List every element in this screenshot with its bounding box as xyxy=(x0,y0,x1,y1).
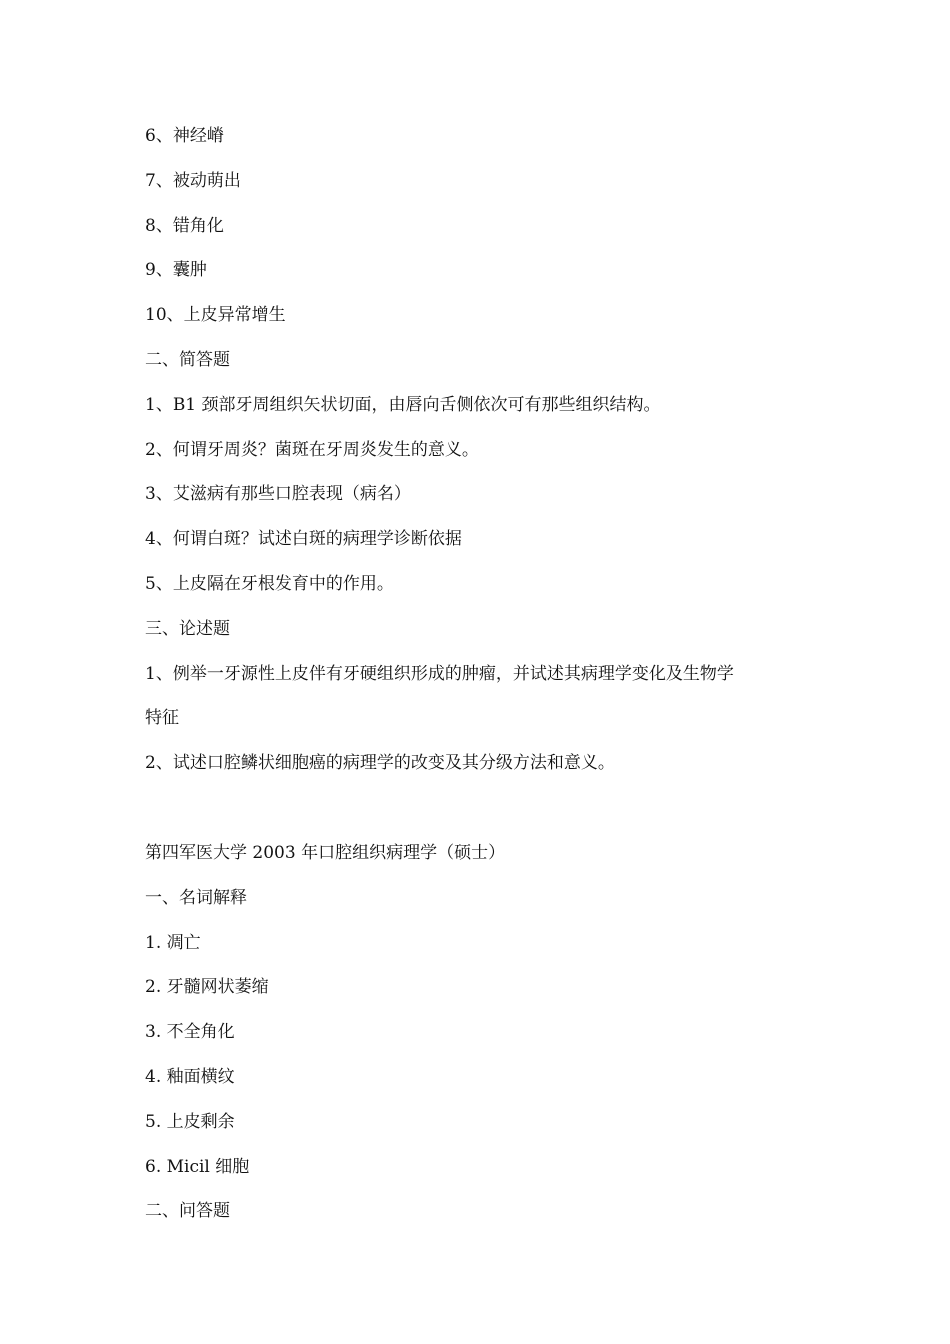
short-answer-3: 3、艾滋病有那些口腔表现（病名） xyxy=(145,484,411,504)
terms-heading: 一、名词解释 xyxy=(145,888,247,908)
short-answer-2: 2、何谓牙周炎？菌斑在牙周炎发生的意义。 xyxy=(145,440,479,460)
term-6: 6、神经嵴 xyxy=(145,126,224,146)
short-answer-5: 5、上皮隔在牙根发育中的作用。 xyxy=(145,574,394,594)
exam-title: 第四军医大学 2003 年口腔组织病理学（硕士） xyxy=(145,843,506,863)
term-b-2: 2. 牙髓网状萎缩 xyxy=(145,977,269,997)
term-9: 9、囊肿 xyxy=(145,260,207,280)
term-8: 8、错角化 xyxy=(145,216,224,236)
essay-1-line-1: 1、例举一牙源性上皮伴有牙硬组织形成的肿瘤，并试述其病理学变化及生物学 xyxy=(145,664,734,684)
term-b-1: 1. 凋亡 xyxy=(145,933,201,953)
essay-1-line-2: 特征 xyxy=(145,708,179,728)
short-answer-1: 1、B1 颈部牙周组织矢状切面，由唇向舌侧依次可有那些组织结构。 xyxy=(145,395,661,415)
term-7: 7、被动萌出 xyxy=(145,171,241,191)
questions-heading: 二、问答题 xyxy=(145,1201,230,1221)
essay-2: 2、试述口腔鳞状细胞癌的病理学的改变及其分级方法和意义。 xyxy=(145,753,615,773)
short-answer-heading: 二、简答题 xyxy=(145,350,230,370)
term-b-3: 3. 不全角化 xyxy=(145,1022,235,1042)
term-b-6: 6. Micil 细胞 xyxy=(145,1157,250,1177)
term-b-4: 4. 釉面横纹 xyxy=(145,1067,235,1087)
term-b-5: 5. 上皮剩余 xyxy=(145,1112,235,1132)
essay-heading: 三、论述题 xyxy=(145,619,230,639)
short-answer-4: 4、何谓白斑？试述白斑的病理学诊断依据 xyxy=(145,529,462,549)
term-10: 10、上皮异常增生 xyxy=(145,305,286,325)
